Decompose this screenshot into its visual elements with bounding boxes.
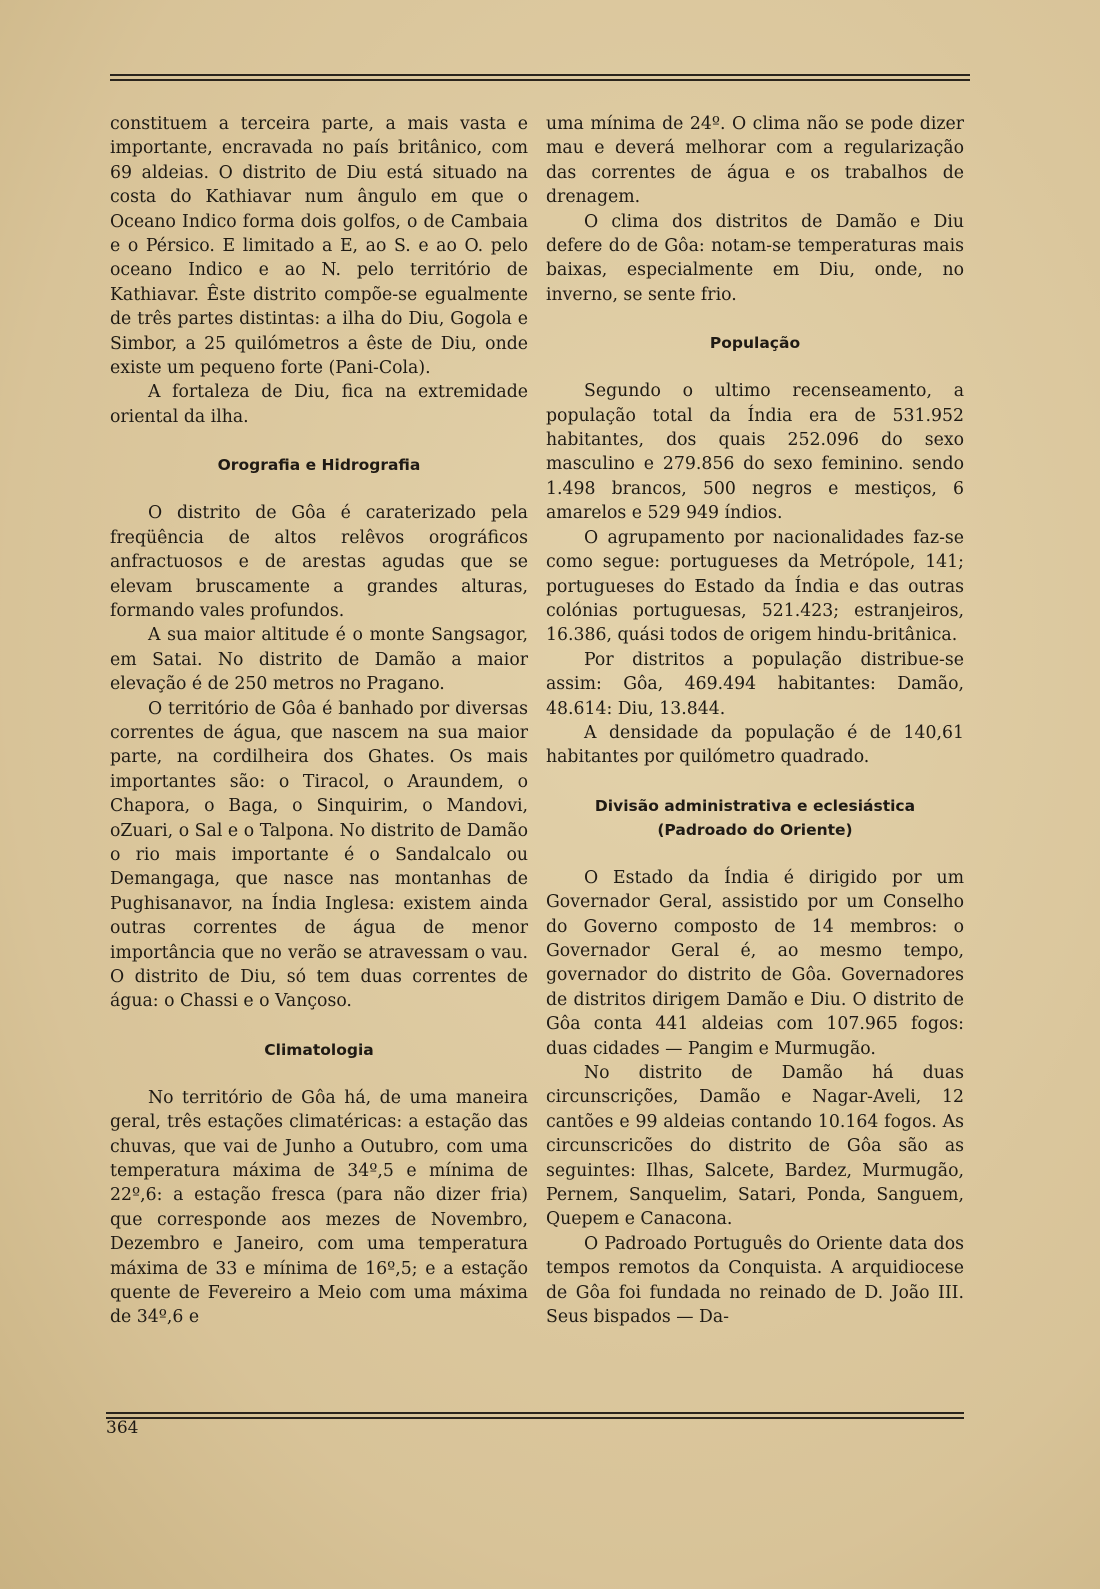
paragraph: No território de Gôa há, de uma maneira geral, três estações climatéricas: a estação das chuvas, que vai de Junho a Outubro, com uma temperatura máxima de 34º,5 e mínima de 22º,6: a estação fresca (para não dizer fria) que corresponde aos mezes de Novembro, Dezembro e Janeiro, com uma temperatura máxima de 33 e mínima de 16º,5; e a estação quente de Fevereiro a Meio com uma máxima de 34º,6 e <box>110 1087 528 1328</box>
paragraph: O clima dos distritos de Damão e Diu defere do de Gôa: notam-se temperaturas mais baixas, especialmente em Diu, onde, no inverno, se sente frio. <box>546 211 964 305</box>
page-number: 364 <box>106 1418 139 1438</box>
right-column <box>546 112 964 1329</box>
paragraph: O Estado da Índia é dirigido por um Governador Geral, assistido por um Conselho do Governo composto de 14 membros: o Governador Geral é, ao mesmo tempo, governador do distrito de Gôa. Governadores de distritos dirigem Damão e Diu. O distrito de Gôa conta 441 aldeias com 107.965 fogos: duas cidades — Pangim e Murmugão. <box>546 867 964 1059</box>
section-subheading-padroado: (Padroado do Oriente) <box>657 820 853 839</box>
paragraph: uma mínima de 24º. O clima não se pode dizer mau e deverá melhorar com a regularização das correntes de água e os trabalhos de drenagem. <box>546 114 964 208</box>
header-rule <box>110 74 970 84</box>
paragraph: A densidade da população é de 140,61 habitantes por quilómetro quadrado. <box>546 722 964 768</box>
paragraph: constituem a terceira parte, a mais vasta e importante, encravada no país britânico, com 69 aldeias. O distrito de Diu está situado na costa do Kathiavar num ângulo em que o Oceano Indico forma dois golfos, o de Cambaia e o Pérsico. E limitado a E, ao S. e ao O. pelo oceano Indico e ao N. pelo território de Kathiavar. Êste distrito compõe-se egualmente de três partes distintas: a ilha do Diu, Gogola e Simbor, a 25 quilómetros a êste de Diu, onde existe um pequeno forte (Pani-Cola). <box>110 114 528 379</box>
paragraph: O agrupamento por nacionalidades faz-se como segue: portugueses da Metrópole, 141; portugueses do Estado da Índia e das outras colónias portuguesas, 521.423; estranjeiros, 16.386, quási todos de origem hindu-britânica. <box>546 527 964 646</box>
section-heading-orografia: Orografia e Hidrografia <box>217 456 421 475</box>
paragraph: O Padroado Português do Oriente data dos tempos remotos da Conquista. A arquidiocese de Gôa foi fundada no reinado de D. João III. Seus bispados — Da- <box>546 1233 964 1328</box>
left-column <box>110 112 528 1330</box>
section-heading-populacao: População <box>709 334 801 353</box>
section-heading-climatologia: Climatologia <box>264 1040 374 1059</box>
paragraph: No distrito de Damão há duas circunscrições, Damão e Nagar-Aveli, 12 cantões e 99 aldeias contando 10.164 fogos. As circunscricões do distrito de Gôa são as seguintes: Ilhas, Salcete, Bardez, Murmugão, Pernem, Sanquelim, Satari, Ponda, Sanguem, Quepem e Canacona. <box>546 1063 964 1230</box>
paragraph: O distrito de Gôa é caraterizado pela freqüência de altos relêvos orográficos anfractuosos e de arestas agudas que se elevam bruscamente a grandes alturas, formando vales profundos. <box>110 503 528 621</box>
paragraph: A sua maior altitude é o monte Sangsagor, em Satai. No distrito de Damão a maior elevação é de 250 metros no Pragano. <box>110 625 528 695</box>
section-heading-divisao: Divisão administrativa e eclesiástica <box>594 796 916 815</box>
paragraph: O território de Gôa é banhado por diversas correntes de água, que nascem na sua maior parte, na cordilheira dos Ghates. Os mais importantes são: o Tiracol, o Araundem, o Chapora, o Baga, o Sinquirim, o Mandovi, oZuari, o Sal e o Talpona. No distrito de Damão o rio mais importante é o Sandalcalo ou Demangaga, que nasce nas montanhas de Pughisanavor, na Índia Inglesa: existem ainda outras correntes de água de menor importância que no verão se atravessam o vau. O distrito de Diu, só tem duas correntes de água: o Chassi e o Vançoso. <box>110 698 528 1012</box>
paragraph: Por distritos a população distribue-se assim: Gôa, 469.494 habitantes: Damão, 48.614: Diu, 13.844. <box>546 649 964 719</box>
footer-rule <box>106 1412 964 1422</box>
paragraph: A fortaleza de Diu, fica na extremidade oriental da ilha. <box>110 382 528 427</box>
paragraph: Segundo o ultimo recenseamento, a população total da Índia era de 531.952 habitantes, dos quais 252.096 do sexo masculino e 279.856 do sexo feminino. sendo 1.498 brancos, 500 negros e mestiços, 6 amarelos e 529 949 índios. <box>546 381 964 524</box>
